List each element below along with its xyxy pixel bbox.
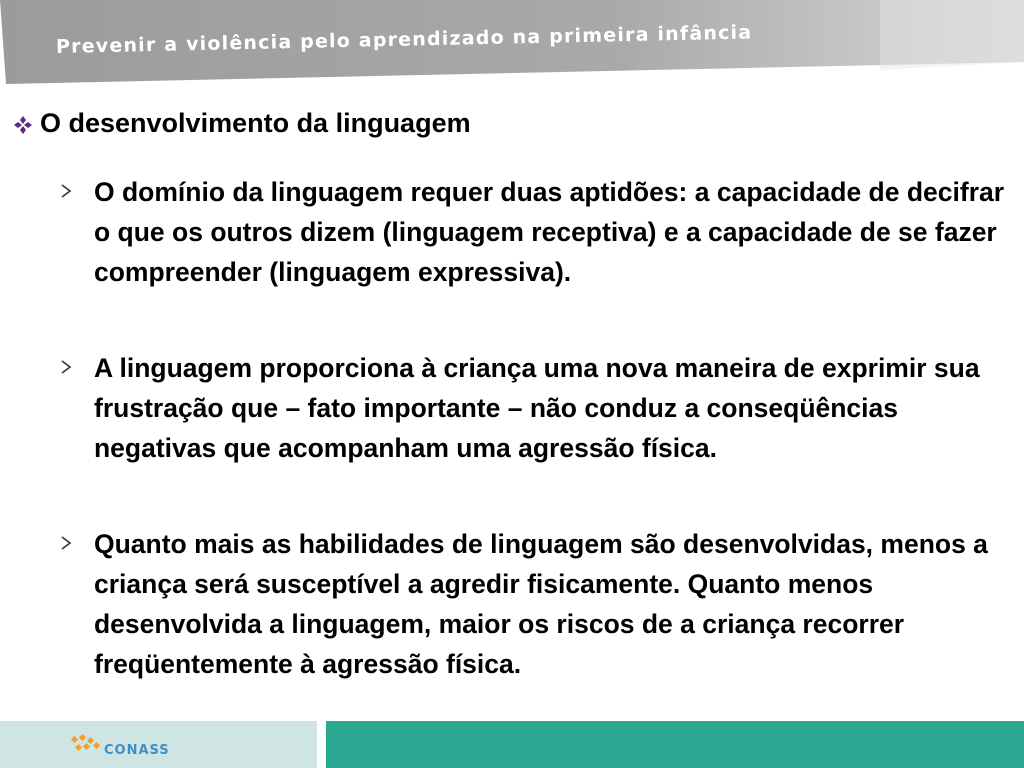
arrow-bullet-icon xyxy=(58,534,76,552)
footer-left-panel xyxy=(0,721,317,768)
footer-bar xyxy=(0,721,1024,768)
list-item-text: O domínio da linguagem requer duas aptidões: a capacidade de decifrar o que os outros dizem (linguagem receptiva) e a capacidade de se fazer compreender (linguagem expressiva). xyxy=(94,177,1005,287)
logo-text: CONASS xyxy=(104,743,170,758)
logo-mark-icon xyxy=(70,733,106,755)
section-heading: O desenvolvimento da linguagem xyxy=(40,108,471,138)
list-item-text: A linguagem proporciona à criança uma nova maneira de exprimir sua frustração que – fato importante – não conduz a conseqüências negativas que acompanham uma agressão física. xyxy=(94,353,980,463)
footer-right-panel xyxy=(326,721,1024,768)
list-item-text: Quanto mais as habilidades de linguagem são desenvolvidas, menos a criança será susceptível a agredir fisicamente. Quanto menos desenvolvida a linguagem, maior os riscos de a criança recorrer freqüentemente à agressão física. xyxy=(94,529,988,679)
header-banner xyxy=(0,0,1024,88)
arrow-bullet-icon xyxy=(58,358,76,376)
diamond-bullet-icon xyxy=(12,114,34,136)
page-title: Prevenir a violência pelo aprendizado na primeira infância xyxy=(55,21,753,58)
arrow-bullet-icon xyxy=(58,182,76,200)
